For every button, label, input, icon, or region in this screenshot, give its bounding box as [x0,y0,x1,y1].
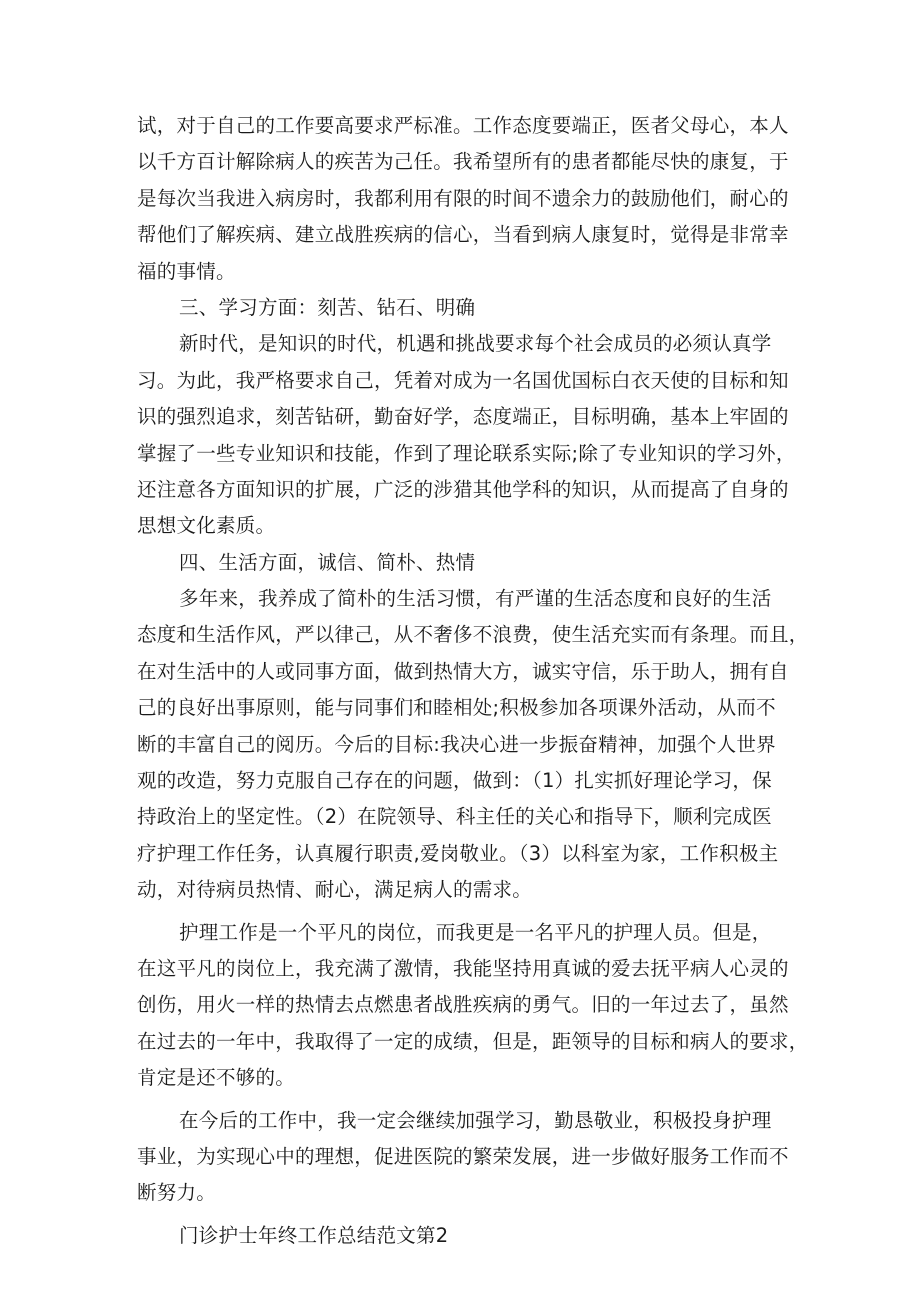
section-heading-study: 三、学习方面：刻苦、钻石、明确 [179,295,476,319]
text-line: 创伤，用火一样的热情去点燃患者战胜疾病的勇气。旧的一年过去了，虽然 [137,993,789,1017]
paragraph-life [137,581,809,909]
text-line: 多年来，我养成了简朴的生活习惯，有严谨的生活态度和良好的生活 [179,587,772,611]
text-line: 肯定是还不够的。 [137,1066,296,1090]
paragraph-work-attitude [137,108,787,290]
paragraph-nursing [137,915,809,1097]
text-line: 新时代，是知识的时代，机遇和挑战要求每个社会成员的必须认真学 [179,332,772,356]
text-line: 断努力。 [137,1181,217,1205]
text-line: 动，对待病员热情、耐心，满足病人的需求。 [137,878,533,902]
text-line: 断的丰富自己的阅历。今后的目标:我决心进一步振奋精神，加强个人世界 [137,732,776,756]
text-line: 以千方百计解除病人的疾苦为己任。我希望所有的患者都能尽快的康复，于 [137,150,789,174]
text-line: 在今后的工作中，我一定会继续加强学习，勤恳敬业，积极投身护理 [179,1108,772,1132]
paragraph-future [137,1103,787,1212]
text-line: 习。为此，我严格要求自己，凭着对成为一名国优国标白衣天使的目标和知 [137,368,789,392]
text-line: 掌握了一些专业知识和技能，作到了理论联系实际;除了专业知识的学习外， [137,441,796,465]
text-line: 持政治上的坚定性。（2）在院领导、科主任的关心和指导下，顺利完成医 [137,805,772,829]
text-line: 思想文化素质。 [137,514,276,538]
text-line: 在过去的一年中，我取得了一定的成绩，但是，距领导的目标和病人的要求， [137,1029,809,1053]
document-body [137,108,809,1254]
text-line: 疗护理工作任务，认真履行职责,爱岗敬业。（3）以科室为家，工作积极主 [137,841,779,865]
paragraph-study [137,326,796,544]
section-heading-life: 四、生活方面，诚信、简朴、热情 [179,550,476,574]
text-line: 观的改造，努力克服自己存在的问题，做到：（1）扎实抓好理论学习，保 [137,769,772,793]
text-line: 还注意各方面知识的扩展，广泛的涉猎其他学科的知识，从而提高了自身的 [137,477,789,501]
text-line: 识的强烈追求，刻苦钻研，勤奋好学，态度端正，目标明确，基本上牢固的 [137,405,789,429]
text-line: 事业，为实现心中的理想，促进医院的繁荣发展，进一步做好服务工作而不 [137,1144,789,1168]
next-article-title: 门诊护士年终工作总结范文第2 [179,1223,449,1247]
text-line: 是每次当我进入病房时，我都利用有限的时间不遗余力的鼓励他们，耐心的 [137,186,789,210]
text-line: 己的良好出事原则，能与同事们和睦相处;积极参加各项课外活动，从而不 [137,696,776,720]
text-line: 在对生活中的人或同事方面，做到热情大方，诚实守信，乐于助人，拥有自 [137,659,789,683]
text-line: 护理工作是一个平凡的岗位，而我更是一名平凡的护理人员。但是， [179,920,772,944]
text-line: 态度和生活作风，严以律己，从不奢侈不浪费，使生活充实而有条理。而且， [137,623,809,647]
text-line: 试，对于自己的工作要高要求严标准。工作态度要端正，医者父母心，本人 [137,114,789,137]
text-line: 福的事情。 [137,259,236,283]
text-line: 帮他们了解疾病、建立战胜疾病的信心，当看到病人康复时，觉得是非常幸 [137,223,789,247]
text-line: 在这平凡的岗位上，我充满了激情，我能坚持用真诚的爱去抚平病人心灵的 [137,956,789,980]
